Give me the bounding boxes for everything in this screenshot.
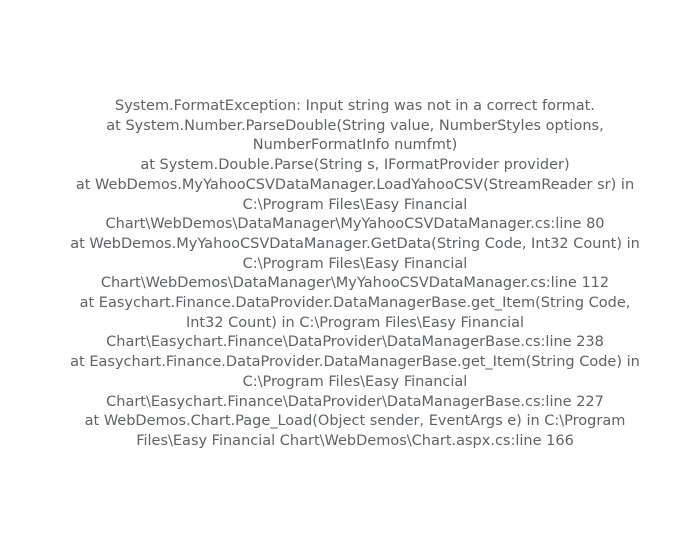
exception-message-line: System.FormatException: Input string was not in a correct format. [115, 98, 595, 114]
stack-trace-line: at WebDemos.Chart.Page_Load(Object sender, EventArgs e) in C:\Program [84, 413, 626, 430]
stack-trace-line: at WebDemos.MyYahooCSVDataManager.GetData(String Code, Int32 Count) in [70, 235, 640, 252]
stack-trace-line: Int32 Count) in C:\Program Files\Easy Financial [185, 314, 525, 331]
stack-trace-line: at Easychart.Finance.DataProvider.DataManagerBase.get_Item(String Code, [79, 295, 631, 312]
stack-trace-line: C:\Program Files\Easy Financial [242, 255, 468, 272]
stack-trace-line: NumberFormatInfo numfmt) [252, 137, 458, 154]
stack-trace-line: Chart\WebDemos\DataManager\MyYahooCSVDataManager.cs:line 112 [100, 275, 610, 292]
stack-trace-line: at System.Number.ParseDouble(String value, NumberStyles options, [106, 117, 604, 134]
stack-trace-line: Chart\Easychart.Finance\DataProvider\DataManagerBase.cs:line 238 [106, 334, 604, 351]
stack-trace-line: at Easychart.Finance.DataProvider.DataManagerBase.get_Item(String Code) in [70, 354, 640, 371]
stack-trace-line: C:\Program Files\Easy Financial [242, 373, 468, 390]
stack-trace-line: C:\Program Files\Easy Financial [242, 196, 468, 213]
stack-trace-line: Files\Easy Financial Chart\WebDemos\Chart.aspx.cs:line 166 [136, 432, 574, 449]
stack-trace-line: Chart\WebDemos\DataManager\MyYahooCSVDataManager.cs:line 80 [105, 216, 605, 233]
stack-trace-line: at WebDemos.MyYahooCSVDataManager.LoadYahooCSV(StreamReader sr) in [75, 176, 635, 193]
stack-trace-line: at System.Double.Parse(String s, IFormatProvider provider) [140, 157, 570, 174]
stack-trace-line: Chart\Easychart.Finance\DataProvider\DataManagerBase.cs:line 227 [106, 393, 604, 410]
error-stack-trace [30, 97, 680, 452]
